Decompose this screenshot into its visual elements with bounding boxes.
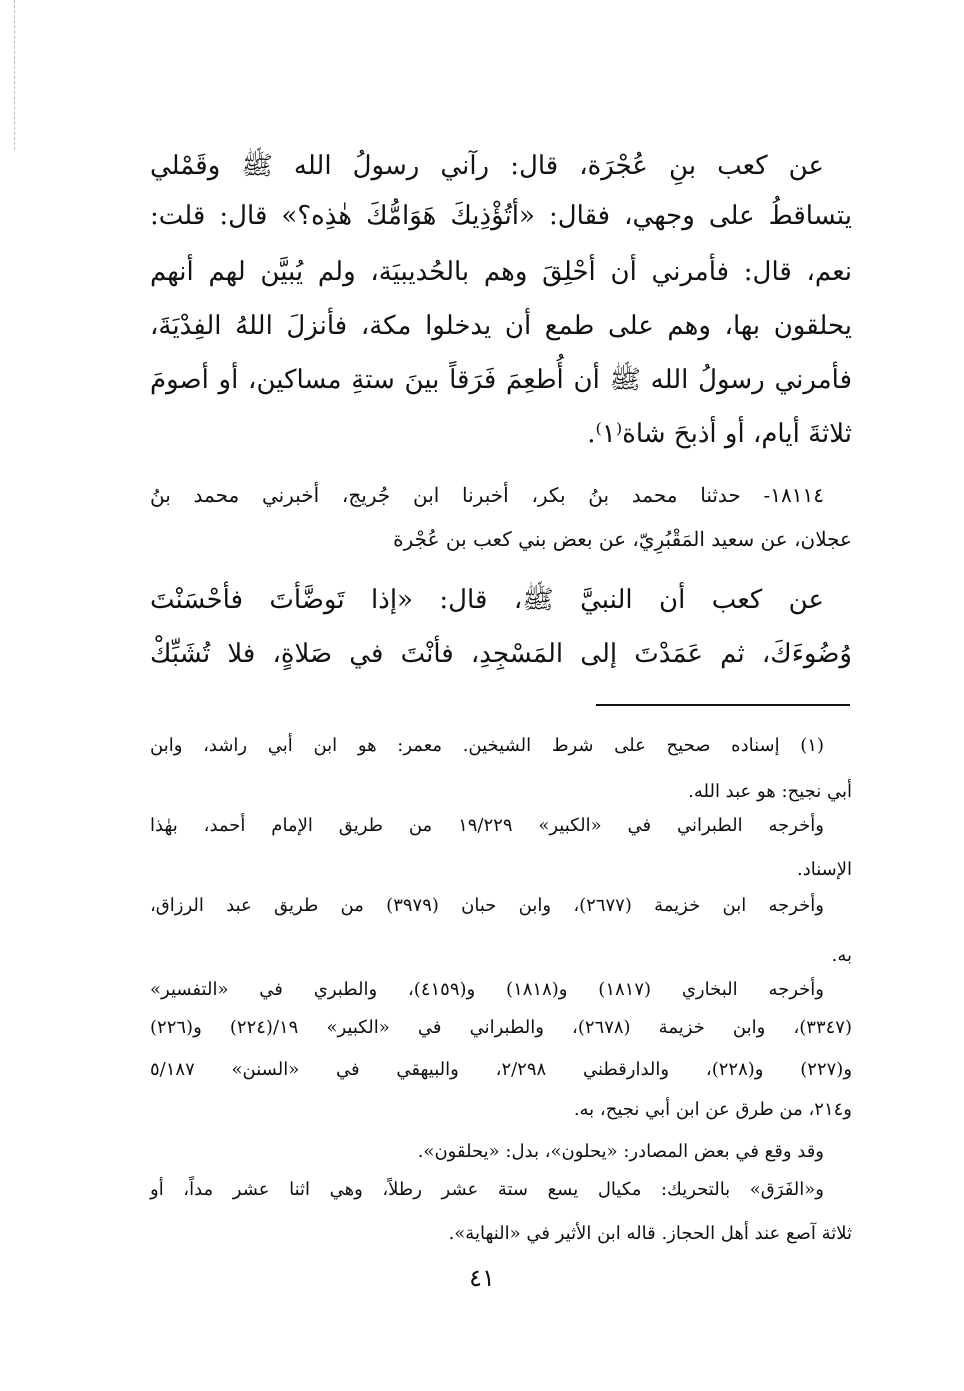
footnote-line: أبي نجيح: هو عبد الله. [688,781,852,802]
footnote-line: (١) إسناده صحيح على شرط الشيخين. معمر: هو ابن أبي راشد، وابن [150,735,824,756]
isnad-line: ١٨١١٤- حدثنا محمد بنُ بكر، أخبرنا ابن جُريج، أخبرني محمد بنُ [150,483,824,507]
hadith-text-line: عن كعب أن النبيَّ ﷺ، قال: «إذا تَوضَّأتَ فأحْسَنْتَ [150,585,824,615]
main-text-line: يحلقون بها، وهم على طمع أن يدخلوا مكة، فأنزلَ اللهُ الفِدْيَةَ، [150,311,852,341]
footnote-line: ثلاثة آصع عند أهل الحجاز. قاله ابن الأثير في «النهاية». [448,1223,852,1244]
footnote-line: وأخرجه البخاري (١٨١٧) و(١٨١٨) و(٤١٥٩)، والطبري في «التفسير» [150,979,825,1000]
footnote-line: وأخرجه ابن خزيمة (٢٦٧٧)، وابن حبان (٣٩٧٩) من طريق عبد الرزاق، [150,895,824,916]
footnote-line: الإسناد. [796,859,852,880]
left-margin-guide [14,0,15,150]
footnote-separator [596,704,850,706]
footnote-line: به. [831,945,852,966]
main-text-line: نعم، قال: فأمرني أن أحْلِقَ وهم بالحُديبيَة، ولم يُبيَّن لهم أنهم [150,257,852,287]
footnote-line: (٣٣٤٧)، وابن خزيمة (٢٦٧٨)، والطبراني في «الكبير» ١٩/(٢٢٤) و(٢٢٦) [150,1017,852,1038]
footnote-line: و«الفَرَق» بالتحريك: مكيال يسع ستة عشر رطلاً، وهي اثنا عشر مداً، أو [150,1179,824,1200]
footnote-line: و٢١٤، من طرق عن ابن أبي نجيح، به. [573,1099,852,1120]
main-text-line: فأمرني رسولُ الله ﷺ أن أُطعِمَ فَرَقاً بينَ ستةِ مساكين، أو أصومَ [150,365,852,395]
main-text-line: يتساقطُ على وجهي، فقال: «أتُؤْذِيكَ هَوَامُّكَ هٰذِه؟» قال: قلت: [150,201,852,231]
footnote-line: وقد وقع في بعض المصادر: «يحلون»، بدل: «يحلقون». [417,1141,824,1162]
isnad-line: عجلان، عن سعيد المَقْبُرِيّ، عن بعض بني كعب بن عُجْرة [393,527,852,551]
page-number: ٤١ [469,1264,495,1292]
hadith-text-line: وُضُوءَكَ، ثم عَمَدْتَ إلى المَسْجِدِ، فأنْتَ في صَلاةٍ، فلا تُشَبِّكْ [150,639,852,669]
footnote-line: وأخرجه الطبراني في «الكبير» ١٩/٢٢٩ من طريق الإمام أحمد، بهٰذا [150,815,824,836]
main-text-line: ثلاثةَ أيام، أو أذبحَ شاة⁽١⁾. [587,419,852,449]
footnote-line: و(٢٢٧) و(٢٢٨)، والدارقطني ٢/٢٩٨، والبيهقي في «السنن» ٥/١٨٧ [150,1059,853,1080]
main-text-line: عن كعب بنِ عُجْرَة، قال: رآني رسولُ الله ﷺ وقَمْلي [150,151,824,181]
